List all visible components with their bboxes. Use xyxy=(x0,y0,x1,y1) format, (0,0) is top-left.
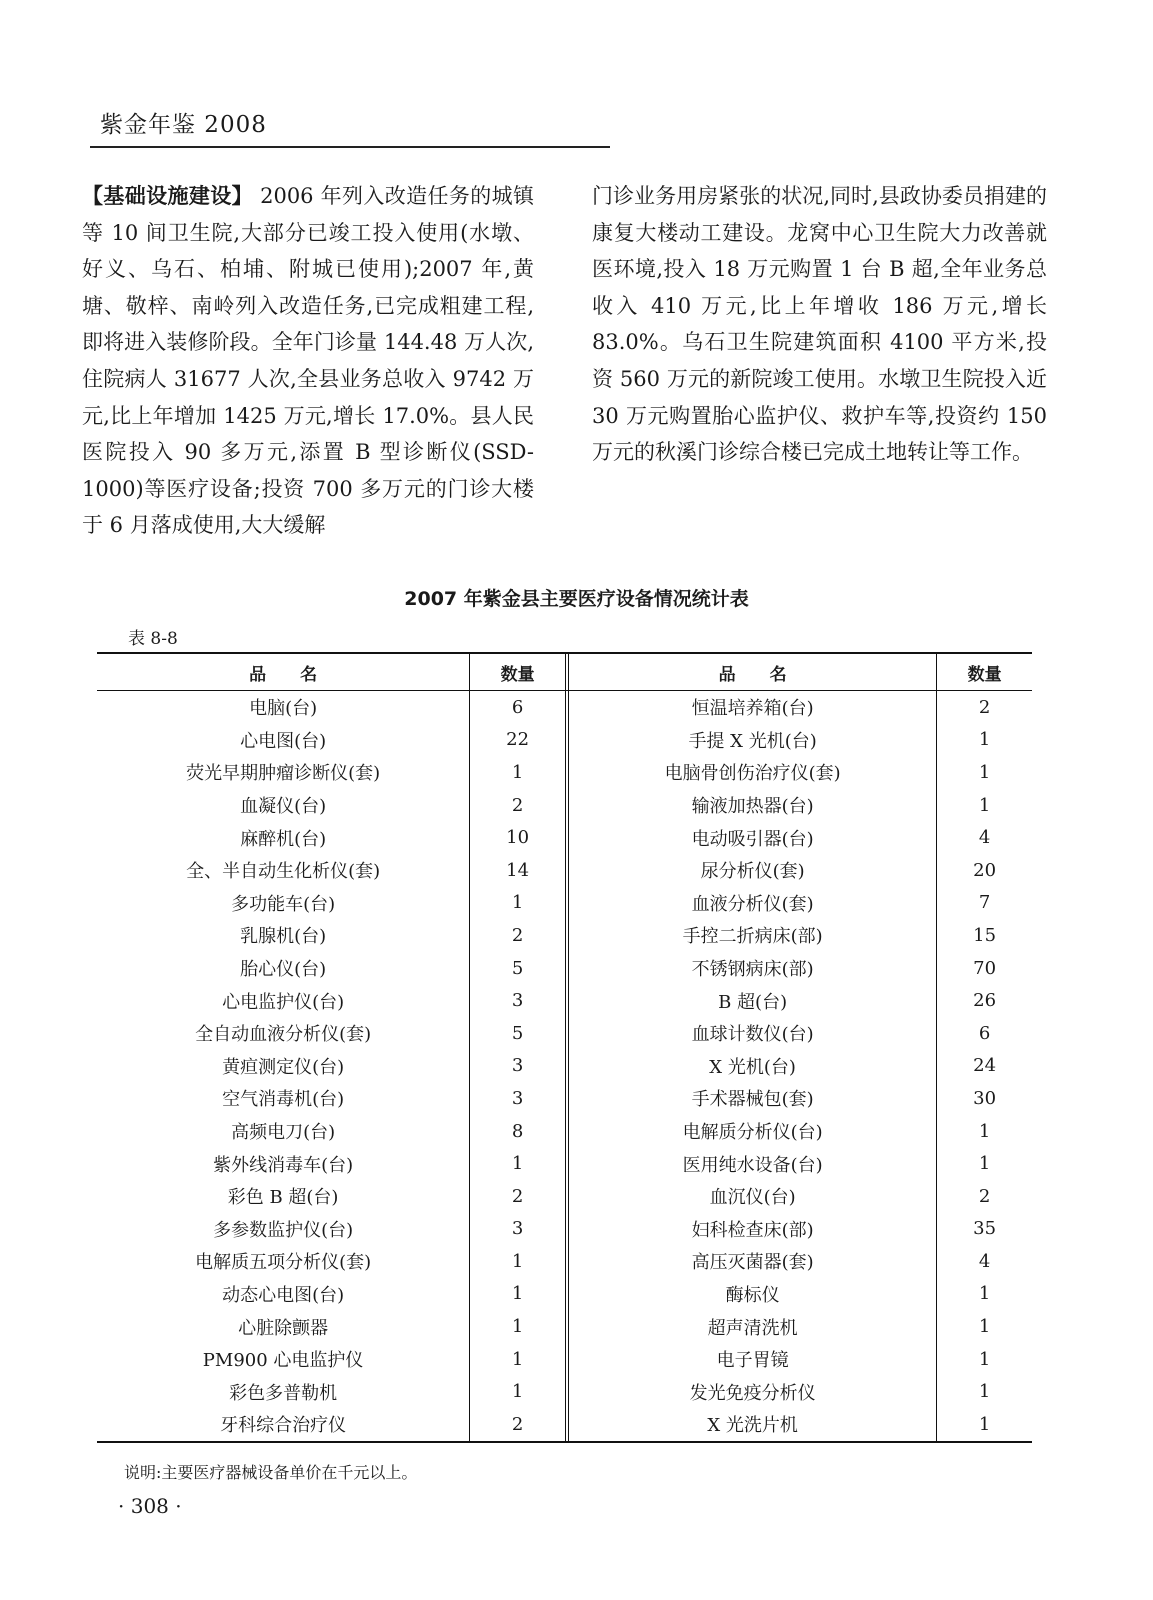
table-row xyxy=(97,1310,1032,1343)
item-name-right: 恒温培养箱(台) xyxy=(569,691,937,724)
item-qty-right: 1 xyxy=(978,1283,991,1305)
item-qty-right: 1 xyxy=(978,1153,991,1175)
item-qty-left: 2 xyxy=(470,1180,569,1213)
item-name-right: 电动吸引器(台) xyxy=(569,821,937,854)
item-name-right: X 光机(台) xyxy=(569,1050,937,1083)
item-qty-right: 1 xyxy=(978,1316,991,1338)
item-qty-right: 26 xyxy=(973,990,997,1012)
item-qty-right: 1 xyxy=(978,1381,991,1403)
item-qty-right: 4 xyxy=(978,827,991,849)
table-row xyxy=(97,919,1032,952)
section-lead: 【基础设施建设】 xyxy=(82,184,254,208)
header-name-right: 品 名 xyxy=(569,654,937,690)
table-row xyxy=(97,1213,1032,1246)
item-qty-left: 1 xyxy=(470,756,569,789)
item-name-right: 血球计数仪(台) xyxy=(569,1017,937,1050)
header-name-left: 品 名 xyxy=(97,654,470,690)
item-qty-left: 1 xyxy=(470,1310,569,1343)
item-name-right: 尿分析仪(套) xyxy=(569,854,937,887)
item-name-left: 黄疸测定仪(台) xyxy=(97,1050,470,1083)
item-qty-left: 1 xyxy=(470,1147,569,1180)
table-title: 2007 年紫金县主要医疗设备情况统计表 xyxy=(404,588,749,610)
table-row xyxy=(97,1147,1032,1180)
item-name-left: 多参数监护仪(台) xyxy=(97,1213,470,1246)
item-name-right: B 超(台) xyxy=(569,984,937,1017)
item-qty-left: 1 xyxy=(470,1245,569,1278)
item-qty-left: 5 xyxy=(470,1017,569,1050)
item-name-right: 电脑骨创伤治疗仪(套) xyxy=(569,756,937,789)
item-name-left: 彩色多普勒机 xyxy=(97,1375,470,1408)
item-name-left: 心电监护仪(台) xyxy=(97,984,470,1017)
item-qty-right: 35 xyxy=(973,1218,997,1240)
item-qty-right: 1 xyxy=(978,1413,991,1435)
item-name-right: 电子胃镜 xyxy=(569,1343,937,1376)
item-name-right: 酶标仪 xyxy=(569,1278,937,1311)
table-label: 表 8-8 xyxy=(128,629,178,649)
item-qty-left: 14 xyxy=(470,854,569,887)
item-qty-right: 15 xyxy=(973,924,997,946)
table-row xyxy=(97,1408,1032,1441)
item-name-right: 血沉仪(台) xyxy=(569,1180,937,1213)
article-right-column: 门诊业务用房紧张的状况,同时,县政协委员捐建的康复大楼动工建设。龙窝中心卫生院大力改善就医环境,投入 18 万元购置 1 台 B 超,全年业务总收入 410 万元,比上年增收 186 万元,增长 83.0%。乌石卫生院建筑面积 4100 平方米,投资 560 万元的新院竣工使用。水墩卫生院投入近 30 万元购置胎心监护仪、救护车等,投资约 150 万元的秋溪门诊综合楼已完成土地转让等工作。 xyxy=(592,184,1047,465)
item-qty-left: 2 xyxy=(470,1408,569,1441)
item-qty-left: 5 xyxy=(470,952,569,985)
table-row xyxy=(97,887,1032,920)
page-number: · 308 · xyxy=(118,1494,182,1518)
equipment-table xyxy=(97,652,1032,1443)
item-qty-right: 1 xyxy=(978,794,991,816)
item-qty-right: 1 xyxy=(978,729,991,751)
item-name-right: 发光免疫分析仪 xyxy=(569,1375,937,1408)
item-name-left: 血凝仪(台) xyxy=(97,789,470,822)
table-row xyxy=(97,1343,1032,1376)
item-name-right: 超声清洗机 xyxy=(569,1310,937,1343)
item-qty-right: 4 xyxy=(978,1250,991,1272)
table-row xyxy=(97,1375,1032,1408)
item-name-left: 荧光早期肿瘤诊断仪(套) xyxy=(97,756,470,789)
item-qty-left: 22 xyxy=(470,724,569,757)
item-name-right: X 光洗片机 xyxy=(569,1408,937,1441)
item-qty-right: 24 xyxy=(973,1055,997,1077)
item-qty-left: 2 xyxy=(470,919,569,952)
item-qty-right: 70 xyxy=(973,957,997,979)
table-row xyxy=(97,984,1032,1017)
table-note: 说明:主要医疗器械设备单价在千元以上。 xyxy=(124,1463,418,1482)
item-qty-right: 6 xyxy=(978,1022,991,1044)
item-qty-right: 7 xyxy=(978,892,991,914)
running-header: 紫金年鉴 2008 xyxy=(100,112,267,138)
item-qty-right: 2 xyxy=(978,1185,991,1207)
header-qty-left: 数量 xyxy=(470,654,569,690)
item-qty-right: 20 xyxy=(973,859,997,881)
item-name-right: 手提 X 光机(台) xyxy=(569,724,937,757)
item-qty-right: 1 xyxy=(978,1348,991,1370)
item-name-left: 心脏除颤器 xyxy=(97,1310,470,1343)
item-name-left: 彩色 B 超(台) xyxy=(97,1180,470,1213)
table-row xyxy=(97,1017,1032,1050)
item-name-right: 医用纯水设备(台) xyxy=(569,1147,937,1180)
table-row xyxy=(97,854,1032,887)
table-row xyxy=(97,821,1032,854)
item-name-left: 高频电刀(台) xyxy=(97,1115,470,1148)
table-row xyxy=(97,756,1032,789)
item-name-left: 胎心仪(台) xyxy=(97,952,470,985)
item-qty-left: 2 xyxy=(470,789,569,822)
item-qty-right: 1 xyxy=(978,761,991,783)
item-qty-left: 1 xyxy=(470,887,569,920)
table-row xyxy=(97,724,1032,757)
item-name-right: 不锈钢病床(部) xyxy=(569,952,937,985)
item-qty-left: 1 xyxy=(470,1343,569,1376)
item-qty-left: 3 xyxy=(470,1082,569,1115)
item-qty-right: 1 xyxy=(978,1120,991,1142)
item-name-left: 全自动血液分析仪(套) xyxy=(97,1017,470,1050)
article-left-column xyxy=(82,178,534,544)
item-name-left: 乳腺机(台) xyxy=(97,919,470,952)
table-row xyxy=(97,952,1032,985)
table-row xyxy=(97,691,1032,724)
table-row xyxy=(97,1115,1032,1148)
table-row xyxy=(97,1278,1032,1311)
item-name-left: 牙科综合治疗仪 xyxy=(97,1408,470,1441)
table-row xyxy=(97,1180,1032,1213)
header-rule xyxy=(90,146,610,148)
item-qty-left: 3 xyxy=(470,1213,569,1246)
item-name-left: 电解质五项分析仪(套) xyxy=(97,1245,470,1278)
table-row xyxy=(97,1050,1032,1083)
item-qty-left: 3 xyxy=(470,984,569,1017)
item-qty-left: 3 xyxy=(470,1050,569,1083)
item-name-right: 手术器械包(套) xyxy=(569,1082,937,1115)
item-name-right: 电解质分析仪(台) xyxy=(569,1115,937,1148)
item-name-left: 紫外线消毒车(台) xyxy=(97,1147,470,1180)
table-row xyxy=(97,1082,1032,1115)
item-qty-right: 2 xyxy=(978,696,991,718)
item-name-left: 多功能车(台) xyxy=(97,887,470,920)
item-name-left: 心电图(台) xyxy=(97,724,470,757)
item-name-left: 全、半自动生化析仪(套) xyxy=(97,854,470,887)
item-qty-left: 10 xyxy=(470,821,569,854)
table-row xyxy=(97,789,1032,822)
item-name-right: 高压灭菌器(套) xyxy=(569,1245,937,1278)
item-qty-left: 8 xyxy=(470,1115,569,1148)
article-left-text: 2006 年列入改造任务的城镇等 10 间卫生院,大部分已竣工投入使用(水墩、好义、乌石、柏埔、附城已使用);2007 年,黄塘、敬梓、南岭列入改造任务,已完成粗建工程,即将进入装修阶段。全年门诊量 144.48 万人次,住院病人 31677 人次,全县业务总收入 9742 万元,比上年增加 1425 万元,增长 17.0%。县人民医院投入 90 多万元,添置 B 型诊断仪(SSD-1000)等医疗设备;投资 700 多万元的门诊大楼于 6 月落成使用,大大缓解 xyxy=(82,184,535,538)
item-name-right: 输液加热器(台) xyxy=(569,789,937,822)
item-name-left: 麻醉机(台) xyxy=(97,821,470,854)
item-name-right: 手控二折病床(部) xyxy=(569,919,937,952)
item-name-right: 血液分析仪(套) xyxy=(569,887,937,920)
item-qty-right: 30 xyxy=(973,1087,997,1109)
item-qty-left: 1 xyxy=(470,1278,569,1311)
item-name-right: 妇科检查床(部) xyxy=(569,1213,937,1246)
item-name-left: 空气消毒机(台) xyxy=(97,1082,470,1115)
table-row xyxy=(97,1245,1032,1278)
item-qty-left: 6 xyxy=(470,691,569,724)
table-header-row xyxy=(97,654,1032,691)
item-name-left: PM900 心电监护仪 xyxy=(97,1343,470,1376)
item-name-left: 电脑(台) xyxy=(97,691,470,724)
header-qty-right: 数量 xyxy=(967,664,1002,685)
item-name-left: 动态心电图(台) xyxy=(97,1278,470,1311)
item-qty-left: 1 xyxy=(470,1375,569,1408)
